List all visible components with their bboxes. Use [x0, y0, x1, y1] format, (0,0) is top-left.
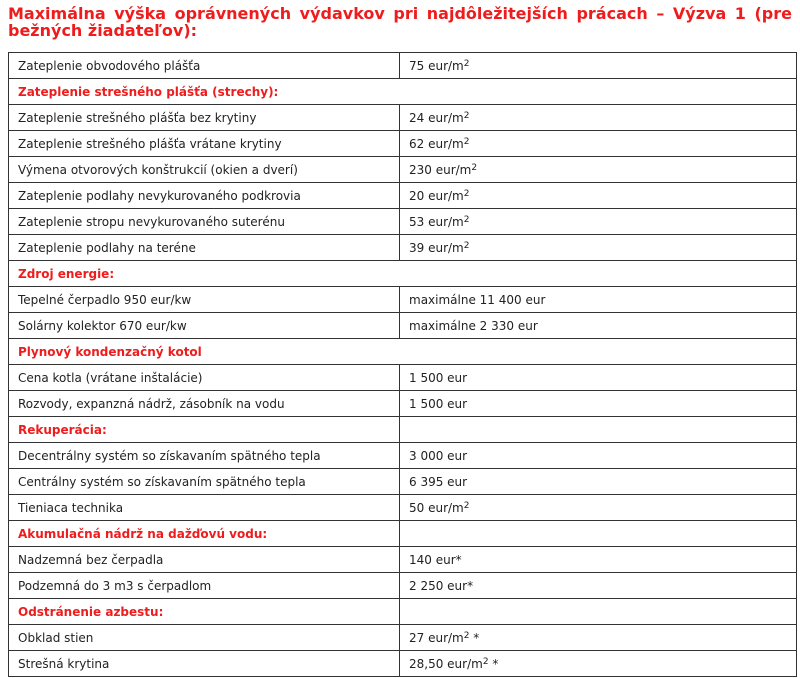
item-value: 27 eur/m: [409, 630, 464, 645]
item-label: Tieniaca technika: [9, 495, 400, 521]
section-header-row: [9, 339, 797, 365]
table-row: [9, 313, 797, 339]
item-value-cell: [400, 547, 797, 573]
unit-exponent: 2: [482, 656, 489, 667]
item-value-cell: [400, 235, 797, 261]
section-header: Plynový kondenzačný kotol: [9, 339, 797, 365]
item-label: Obklad stien: [9, 625, 400, 651]
empty-cell: [400, 599, 797, 625]
table-row: [9, 53, 797, 79]
item-value-cell: [400, 131, 797, 157]
section-header-row: [9, 521, 797, 547]
unit-exponent: 2: [463, 214, 470, 225]
item-label: Zateplenie strešného plášťa vrátane krytiny: [9, 131, 400, 157]
item-value-cell: [400, 287, 797, 313]
item-value: 24 eur/m: [409, 110, 464, 125]
item-value-cell: [400, 651, 797, 677]
item-label: Zateplenie stropu nevykurovaného suterénu: [9, 209, 400, 235]
section-header-row: [9, 261, 797, 287]
table-row: [9, 651, 797, 677]
footnote-mark: *: [488, 656, 499, 671]
item-value: 62 eur/m: [409, 136, 464, 151]
item-label: Výmena otvorových konštrukcií (okien a dverí): [9, 157, 400, 183]
table-row: [9, 625, 797, 651]
item-label: Zateplenie podlahy nevykurovaného podkrovia: [9, 183, 400, 209]
empty-cell: [400, 521, 797, 547]
unit-exponent: 2: [463, 240, 470, 251]
page-title: Maximálna výška oprávnených výdavkov pri najdôležitejších prácach – Výzva 1 (pre bežných žiadateľov):: [8, 4, 792, 40]
section-header-row: [9, 417, 797, 443]
item-value: 28,50 eur/m: [409, 656, 483, 671]
section-header: Akumulačná nádrž na dažďovú vodu:: [9, 521, 400, 547]
item-value-cell: [400, 443, 797, 469]
item-value: 75 eur/m: [409, 58, 464, 73]
item-value-cell: [400, 105, 797, 131]
table-row: [9, 469, 797, 495]
item-value-cell: [400, 157, 797, 183]
item-label: Podzemná do 3 m3 s čerpadlom: [9, 573, 400, 599]
unit-exponent: 2: [463, 188, 470, 199]
unit-exponent: 2: [463, 630, 470, 641]
section-header-row: [9, 79, 797, 105]
unit-exponent: 2: [463, 58, 470, 69]
item-label: Rozvody, expanzná nádrž, zásobník na vodu: [9, 391, 400, 417]
item-value: 50 eur/m: [409, 500, 464, 515]
table-row: [9, 443, 797, 469]
table-row: [9, 105, 797, 131]
table-body: [9, 53, 797, 677]
table-row: [9, 157, 797, 183]
item-label: Nadzemná bez čerpadla: [9, 547, 400, 573]
item-value-cell: [400, 391, 797, 417]
item-value: 140 eur*: [409, 552, 462, 567]
item-value-cell: [400, 495, 797, 521]
item-value: 20 eur/m: [409, 188, 464, 203]
section-header: Rekuperácia:: [9, 417, 400, 443]
item-value-cell: [400, 53, 797, 79]
unit-exponent: 2: [463, 110, 470, 121]
item-value: 230 eur/m: [409, 162, 472, 177]
item-value: maximálne 11 400 eur: [409, 292, 546, 307]
item-label: Zateplenie podlahy na teréne: [9, 235, 400, 261]
item-value: 6 395 eur: [409, 474, 468, 489]
item-value-cell: [400, 365, 797, 391]
item-value-cell: [400, 573, 797, 599]
item-value: 53 eur/m: [409, 214, 464, 229]
section-header: Odstránenie azbestu:: [9, 599, 400, 625]
unit-exponent: 2: [471, 162, 478, 173]
item-value-cell: [400, 469, 797, 495]
section-header: Zateplenie strešného plášťa (strechy):: [9, 79, 797, 105]
table-row: [9, 495, 797, 521]
item-value: 2 250 eur*: [409, 578, 474, 593]
table-row: [9, 209, 797, 235]
item-label: Zateplenie obvodového plášťa: [9, 53, 400, 79]
item-value-cell: [400, 313, 797, 339]
item-value-cell: [400, 209, 797, 235]
unit-exponent: 2: [463, 500, 470, 511]
section-header: Zdroj energie:: [9, 261, 797, 287]
table-row: [9, 235, 797, 261]
footnote-mark: *: [469, 630, 480, 645]
table-row: [9, 287, 797, 313]
eligible-expenses-table: [8, 52, 797, 677]
item-value: 39 eur/m: [409, 240, 464, 255]
section-header-row: [9, 599, 797, 625]
table-row: [9, 547, 797, 573]
item-label: Cena kotla (vrátane inštalácie): [9, 365, 400, 391]
table-row: [9, 183, 797, 209]
unit-exponent: 2: [463, 136, 470, 147]
item-label: Decentrálny systém so získavaním spätného tepla: [9, 443, 400, 469]
item-value: 3 000 eur: [409, 448, 468, 463]
item-value: maximálne 2 330 eur: [409, 318, 538, 333]
empty-cell: [400, 417, 797, 443]
table-row: [9, 573, 797, 599]
table-row: [9, 365, 797, 391]
table-row: [9, 391, 797, 417]
item-value: 1 500 eur: [409, 396, 468, 411]
item-value-cell: [400, 625, 797, 651]
item-label: Tepelné čerpadlo 950 eur/kw: [9, 287, 400, 313]
item-label: Zateplenie strešného plášťa bez krytiny: [9, 105, 400, 131]
item-value: 1 500 eur: [409, 370, 468, 385]
item-label: Centrálny systém so získavaním spätného tepla: [9, 469, 400, 495]
item-label: Solárny kolektor 670 eur/kw: [9, 313, 400, 339]
item-value-cell: [400, 183, 797, 209]
item-label: Strešná krytina: [9, 651, 400, 677]
table-row: [9, 131, 797, 157]
